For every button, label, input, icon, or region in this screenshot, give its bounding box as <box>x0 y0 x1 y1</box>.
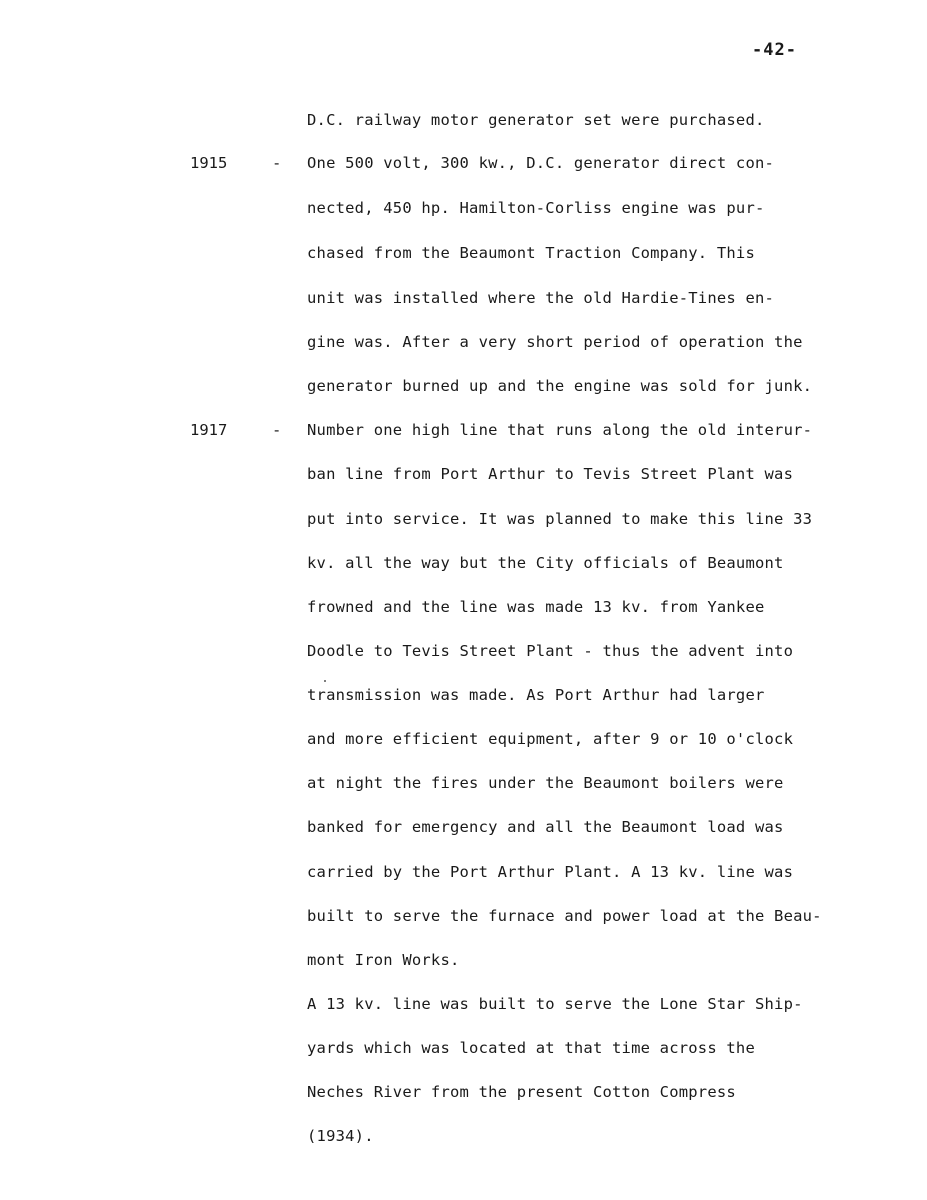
text-line: Neches River from the present Cotton Compress <box>307 1083 736 1101</box>
text-line: chased from the Beaumont Traction Company. This <box>307 244 755 262</box>
text-line: Number one high line that runs along the old interur- <box>307 421 813 439</box>
entry-year-1915: 1915 <box>190 154 228 172</box>
entry-year-1917: 1917 <box>190 421 228 439</box>
text-line: D.C. railway motor generator set were purchased. <box>307 111 765 129</box>
text-line: banked for emergency and all the Beaumont load was <box>307 818 784 836</box>
text-line: nected, 450 hp. Hamilton-Corliss engine was pur- <box>307 199 765 217</box>
text-line: Doodle to Tevis Street Plant - thus the advent into <box>307 642 794 660</box>
text-line: ban line from Port Arthur to Tevis Street Plant was <box>307 465 794 483</box>
text-line: built to serve the furnace and power load at the Beau- <box>307 907 822 925</box>
text-line: One 500 volt, 300 kw., D.C. generator direct con- <box>307 154 775 172</box>
text-line: yards which was located at that time across the <box>307 1039 755 1057</box>
text-line: carried by the Port Arthur Plant. A 13 kv. line was <box>307 863 794 881</box>
text-line: and more efficient equipment, after 9 or 10 o'clock <box>307 730 794 748</box>
text-line: generator burned up and the engine was sold for junk. <box>307 377 813 395</box>
text-line: (1934). <box>307 1127 374 1145</box>
text-line: transmission was made. As Port Arthur had larger <box>307 686 765 704</box>
entry-dash-1917: - <box>272 421 282 439</box>
scan-speck <box>324 680 326 682</box>
entry-dash-1915: - <box>272 154 282 172</box>
text-line: frowned and the line was made 13 kv. from Yankee <box>307 598 765 616</box>
text-line: mont Iron Works. <box>307 951 460 969</box>
text-line: gine was. After a very short period of operation the <box>307 333 803 351</box>
page-number: -42- <box>752 40 797 60</box>
text-line: at night the fires under the Beaumont boilers were <box>307 774 784 792</box>
text-line: put into service. It was planned to make this line 33 <box>307 510 813 528</box>
text-line: unit was installed where the old Hardie-Tines en- <box>307 289 775 307</box>
text-line: kv. all the way but the City officials of Beaumont <box>307 554 784 572</box>
text-line: A 13 kv. line was built to serve the Lone Star Ship- <box>307 995 803 1013</box>
